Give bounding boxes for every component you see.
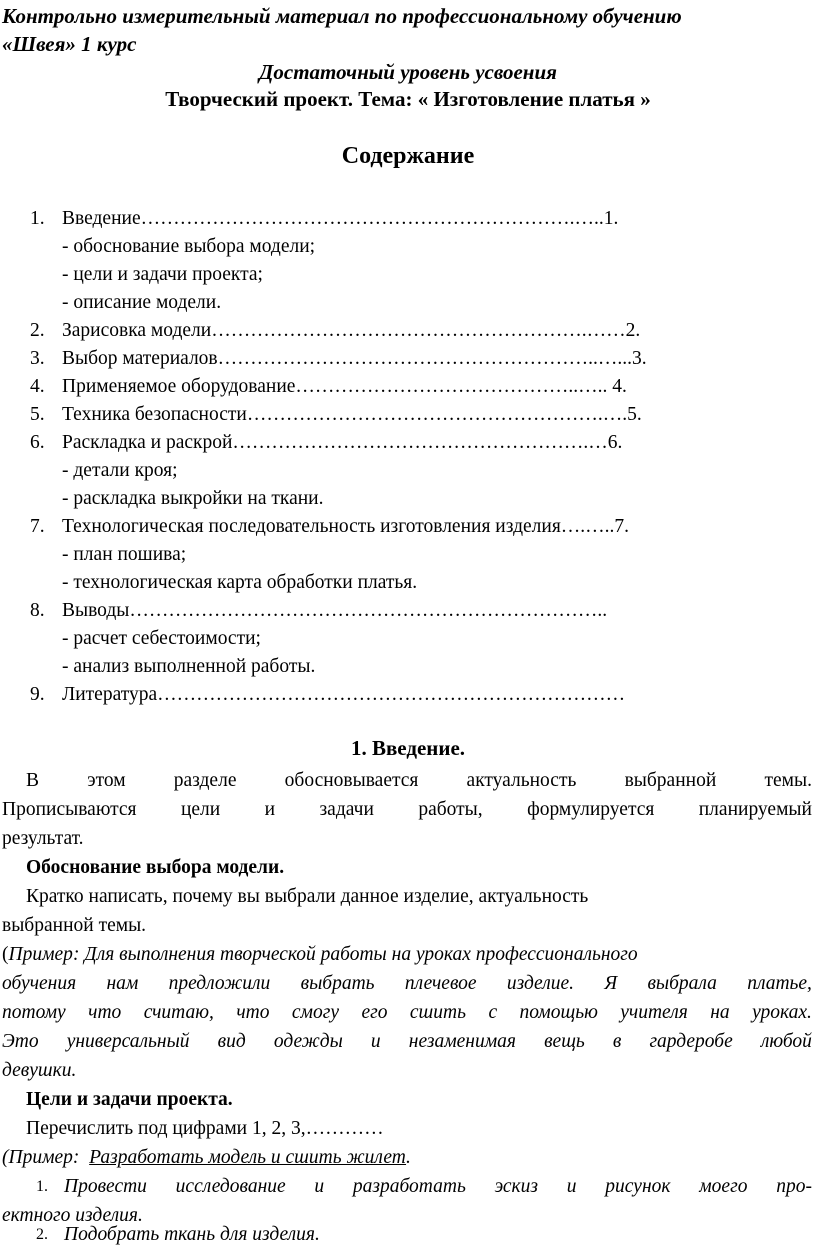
word: считаю, bbox=[143, 1002, 214, 1023]
toc-subitem: - план пошива; bbox=[62, 544, 187, 565]
toc-item-text: Выбор материалов…………………………………………………..…...3. bbox=[62, 348, 647, 369]
toc-item-sketch bbox=[30, 318, 800, 344]
toc-item-materials bbox=[30, 346, 800, 372]
word: смогу bbox=[291, 1002, 340, 1023]
list-item-line: Подобрать ткань для изделия. bbox=[64, 1224, 320, 1245]
word: этом bbox=[87, 770, 126, 791]
word: выбрать bbox=[300, 973, 375, 994]
example-text: Разработать модель и сшить жилет bbox=[89, 1147, 407, 1168]
toc-subitem: - цели и задачи проекта; bbox=[62, 264, 263, 285]
toc-item-text: Выводы……………………………………………………………….. bbox=[62, 600, 608, 621]
word: Провести bbox=[64, 1176, 147, 1197]
word: сшить bbox=[409, 1002, 466, 1023]
word: рисунок bbox=[605, 1176, 671, 1197]
word: Прописываются bbox=[2, 799, 137, 820]
example-line bbox=[2, 1002, 812, 1024]
header-line-1: Контрольно измерительный материал по профессиональному обучению bbox=[2, 4, 682, 28]
word: актуальность bbox=[466, 770, 577, 791]
word: Я bbox=[604, 973, 618, 994]
header-line-2: «Швея» 1 курс bbox=[2, 32, 137, 56]
subheading-model-choice: Обоснование выбора модели. bbox=[26, 857, 285, 878]
word: цели bbox=[180, 799, 221, 820]
list-number: 2. bbox=[36, 1226, 48, 1243]
word: работы, bbox=[418, 799, 483, 820]
toc-subitem: - описание модели. bbox=[62, 292, 222, 313]
word: его bbox=[361, 1002, 388, 1023]
word: выбранной bbox=[624, 770, 717, 791]
word: и bbox=[314, 1176, 325, 1197]
toc-item-number: 2. bbox=[30, 320, 45, 341]
toc-item-number: 8. bbox=[30, 600, 45, 621]
word: незаменимая bbox=[408, 1031, 516, 1052]
example-line: девушки. bbox=[2, 1060, 77, 1081]
intro-paragraph-line bbox=[2, 799, 812, 821]
subheading-goals: Цели и задачи проекта. bbox=[26, 1089, 233, 1110]
intro-paragraph-line bbox=[26, 770, 812, 792]
project-title: Творческий проект. Тема: « Изготовление платья » bbox=[165, 87, 651, 111]
toc-item-text: Зарисовка модели………………………………………………….……2. bbox=[62, 320, 641, 341]
word: любой bbox=[760, 1031, 812, 1052]
word: задачи bbox=[319, 799, 374, 820]
toc-item-number: 9. bbox=[30, 684, 45, 705]
word: и bbox=[264, 799, 276, 820]
word: обучения bbox=[2, 973, 77, 994]
word: учителя bbox=[620, 1002, 688, 1023]
toc-subitem: - детали кроя; bbox=[62, 460, 178, 481]
word: изделие. bbox=[506, 973, 575, 994]
toc-subitem: - расчет себестоимости; bbox=[62, 628, 261, 649]
toc-item-text: Раскладка и раскрой……………………………………………….…6. bbox=[62, 432, 623, 453]
word: темы. bbox=[764, 770, 812, 791]
toc-item-text: Техника безопасности……………………………………………….….5. bbox=[62, 404, 642, 425]
toc-item-safety bbox=[30, 402, 800, 428]
list-number: 1. bbox=[36, 1178, 48, 1195]
word: формулируется bbox=[527, 799, 655, 820]
toc-item-text: Технологическая последовательность изготовления изделия….…..7. bbox=[62, 516, 630, 537]
word: вещь bbox=[544, 1031, 585, 1052]
example-line bbox=[2, 1147, 411, 1169]
toc-subitem: - обоснование выбора модели; bbox=[62, 236, 316, 257]
toc-item-literature bbox=[30, 682, 800, 708]
toc-subitem: - анализ выполненной работы. bbox=[62, 656, 316, 677]
section-heading-introduction: 1. Введение. bbox=[350, 736, 466, 760]
word: вид bbox=[217, 1031, 246, 1052]
paragraph-line: Кратко написать, почему вы выбрали данное изделие, актуальность bbox=[26, 886, 589, 907]
word: разделе bbox=[173, 770, 237, 791]
word: разработать bbox=[352, 1176, 466, 1197]
paren: ( bbox=[2, 944, 9, 965]
toc-item-number: 6. bbox=[30, 432, 45, 453]
word: универсальный bbox=[66, 1031, 190, 1052]
paragraph-line: выбранной темы. bbox=[2, 915, 147, 936]
toc-item-number: 4. bbox=[30, 376, 45, 397]
word: платье, bbox=[747, 973, 812, 994]
toc-item-number: 3. bbox=[30, 348, 45, 369]
word: с bbox=[488, 1002, 498, 1023]
toc-item-text: Введение………………………………………………………….…..1. bbox=[62, 208, 619, 229]
toc-item-text: Применяемое оборудование……………………………………..….. 4. bbox=[62, 376, 627, 397]
punctuation: . bbox=[406, 1147, 411, 1168]
word: эскиз bbox=[494, 1176, 539, 1197]
word: обосновывается bbox=[284, 770, 419, 791]
word: и bbox=[370, 1031, 381, 1052]
toc-item-introduction bbox=[30, 206, 800, 232]
toc-item-number: 1. bbox=[30, 208, 45, 229]
word: что bbox=[236, 1002, 270, 1023]
word: моего bbox=[699, 1176, 748, 1197]
toc-item-text: Литература……………………………………………………………… bbox=[62, 684, 626, 705]
word: планируемый bbox=[698, 799, 812, 820]
toc-item-equipment bbox=[30, 374, 800, 400]
example-line bbox=[2, 973, 812, 995]
word: гардеробе bbox=[649, 1031, 733, 1052]
paragraph-line: Перечислить под цифрами 1, 2, 3,………… bbox=[26, 1118, 384, 1139]
intro-paragraph-line: результат. bbox=[2, 828, 84, 849]
word: на bbox=[710, 1002, 730, 1023]
toc-item-layout bbox=[30, 430, 800, 456]
toc-item-conclusions bbox=[30, 598, 800, 624]
word: помощью bbox=[519, 1002, 598, 1023]
word: что bbox=[88, 1002, 122, 1023]
list-item-line: ектного изделия. bbox=[2, 1205, 143, 1226]
toc-title: Содержание bbox=[341, 143, 475, 169]
word: выбрала bbox=[647, 973, 717, 994]
word: про- bbox=[776, 1176, 812, 1197]
word: В bbox=[26, 770, 40, 791]
word: Это bbox=[2, 1031, 39, 1052]
toc-item-technology bbox=[30, 514, 800, 540]
list-item-line bbox=[64, 1176, 812, 1198]
word: предложили bbox=[168, 973, 271, 994]
word: нам bbox=[106, 973, 139, 994]
example-label: Пример bbox=[8, 944, 73, 965]
level-title: Достаточный уровень усвоения bbox=[259, 60, 557, 84]
word: плечевое bbox=[404, 973, 477, 994]
word: потому bbox=[2, 1002, 66, 1023]
example-label: (Пример: bbox=[2, 1147, 80, 1168]
word: в bbox=[612, 1031, 622, 1052]
toc-subitem: - раскладка выкройки на ткани. bbox=[62, 488, 324, 509]
toc-subitem: - технологическая карта обработки платья. bbox=[62, 572, 418, 593]
example-line bbox=[2, 944, 638, 966]
word: уроках. bbox=[752, 1002, 812, 1023]
word: и bbox=[566, 1176, 577, 1197]
toc-item-number: 7. bbox=[30, 516, 45, 537]
example-text: : Для выполнения творческой работы на уроках профессионального bbox=[72, 944, 638, 965]
example-line bbox=[2, 1031, 812, 1053]
word: исследование bbox=[175, 1176, 286, 1197]
word: одежды bbox=[273, 1031, 343, 1052]
toc-item-number: 5. bbox=[30, 404, 45, 425]
